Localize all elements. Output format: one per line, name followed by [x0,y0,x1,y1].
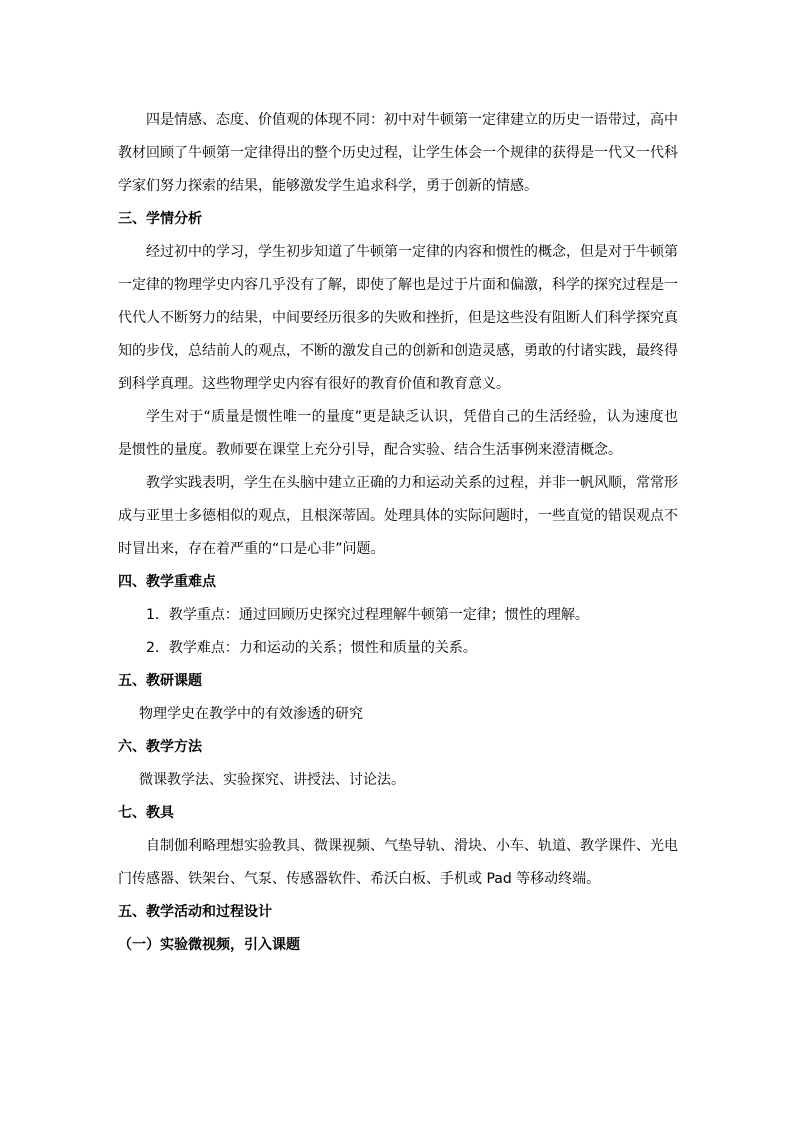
section-heading-student-analysis: 三、学情分析 [118,211,202,227]
section-heading-activity-design: 五、教学活动和过程设计 [118,904,272,920]
section-heading-teaching-methods: 六、教学方法 [118,739,202,755]
list-item-difficult-point: 2．教学难点：力和运动的关系；惯性和质量的关系。 [146,640,477,656]
section-heading-research-topic: 五、教研课题 [118,673,202,689]
paragraph-student-analysis-2: 学生对于“质量是惯性唯一的量度”更是缺乏认识，凭借自己的生活经验，认为速度也是惯性的量度。教师要在课堂上充分引导，配合实验、结合生活事例来澄清概念。 [118,409,678,458]
paragraph-student-analysis-3: 教学实践表明，学生在头脑中建立正确的力和运动关系的过程，并非一帆风顺，常常形成与亚里士多德相似的观点，且根深蒂固。处理具体的实际问题时，一些直觉的错误观点不时冒出来，存在着严重的“口是心非”问题。 [118,475,678,557]
teaching-methods-text: 微课教学法、实验探究、讲授法、讨论法。 [139,772,405,788]
research-topic-text: 物理学史在教学中的有效渗透的研究 [139,706,363,722]
teaching-aids-text: 自制伽利略理想实验教具、微课视频、气垫导轨、滑块、小车、轨道、教学课件、光电门传感器、铁架台、气泵、传感器软件、希沃白板、手机或 Pad 等移动终端。 [118,838,678,887]
section-heading-key-points: 四、教学重难点 [118,574,216,590]
section-heading-teaching-aids: 七、教具 [118,805,174,821]
paragraph-student-analysis-1: 经过初中的学习，学生初步知道了牛顿第一定律的内容和惯性的概念，但是对于牛顿第一定律的物理学史内容几乎没有了解，即使了解也是过于片面和偏激，科学的探究过程是一代代人不断努力的结果，中间要经历很多的失败和挫折，但是这些没有阻断人们科学探究真知的步伐，总结前人的观点，不断的激发自己的创新和创造灵感，勇敢的付诸实践，最终得到科学真理。这些物理学史内容有很好的教育价值和教育意义。 [118,244,678,392]
list-item-key-point: 1．教学重点：通过回顾历史探究过程理解牛顿第一定律；惯性的理解。 [146,607,589,623]
subheading-micro-video-intro: （一）实验微视频，引入课题 [118,937,300,953]
document-page [118,104,678,962]
paragraph-emotion-attitude: 四是情感、态度、价值观的体现不同：初中对牛顿第一定律建立的历史一语带过，高中教材回顾了牛顿第一定律得出的整个历史过程，让学生体会一个规律的获得是一代又一代科学家们努力探索的结果，能够激发学生追求科学，勇于创新的情感。 [118,112,678,194]
